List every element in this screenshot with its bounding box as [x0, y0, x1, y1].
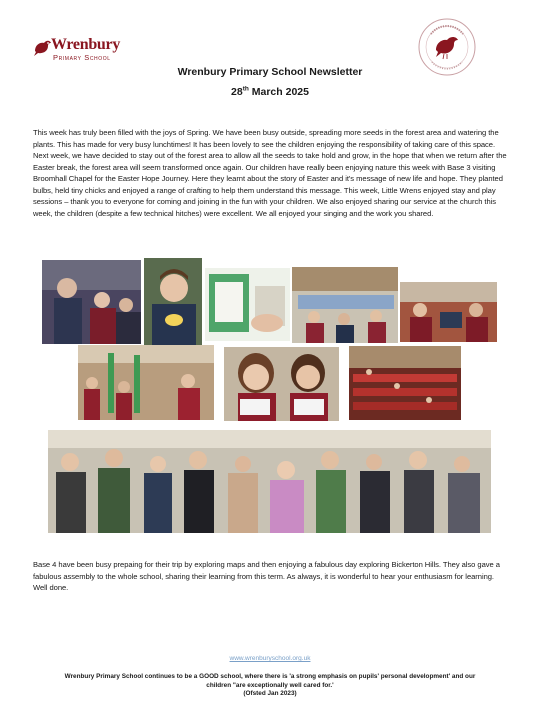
logo-subtitle: Primary School — [53, 53, 111, 62]
date-rest: March 2025 — [248, 86, 309, 98]
school-website-link[interactable]: www.wrenburyschool.org.uk — [229, 655, 311, 662]
ofsted-line-2: children "are exceptionally well cared for.' — [206, 681, 334, 689]
wren-bird-icon — [33, 39, 53, 57]
logo-name: Wrenbury — [51, 36, 121, 53]
date-day: 28 — [231, 86, 243, 98]
photo-two-girls — [224, 347, 339, 421]
photo-child-chick — [144, 258, 202, 345]
photo-classroom — [292, 267, 398, 343]
photo-church-pews — [349, 346, 461, 420]
school-logo — [33, 37, 133, 63]
newsletter-title: Wrenbury Primary School Newsletter — [177, 66, 363, 78]
ofsted-line-3: (Ofsted Jan 2023) — [243, 690, 297, 697]
photo-base4-group — [48, 430, 491, 533]
intro-paragraph: This week has truly been filled with the joys of Spring. We have been busy outside, spreading more seeds in the forest area and watering the plants. This has made for very busy lunchtimes! It has been lovely to see the children enjoying the responsibility of taking care of this space. Next week, we have decided to stay out of the forest area to allow all the seeds to take hold and grow, in the hope that when we return after the Easter break, the forest area will seem transformed once again. Our children have really been enjoying nature this week with Base 3 visiting Broomhall Chapel for the Easter Hope Journey. Here they learnt about the story of Easter and it's message of new life and hope. They planted bulbs, held tiny chicks and enjoyed a range of crafting to help them understand this message. This week, Little Wrens enjoyed stay and play sessions – thank you to everyone for coming and joining in the fun with your children. We also enjoyed sharing our service at the church this week, the children (despite a few technical hitches) were excellent. We all enjoyed your singing and the work you shared. — [33, 128, 507, 218]
base4-paragraph: Base 4 have been busy prepaing for their trip by exploring maps and then enjoying a fabulous day exploring Bickerton Hills. They also gave a fabulous assembly to the whole school, sharing their learning from this term. As always, it is wonderful to hear your enthusiasm for learning. Well done. — [33, 560, 500, 592]
photo-computers — [400, 282, 497, 342]
photo-church-children — [78, 345, 214, 420]
ofsted-line-1: Wrenbury Primary School continues to be a GOOD school, where there is 'a strong emphasis on pupils' personal development' and our — [64, 673, 476, 680]
newsletter-date — [0, 86, 540, 98]
photo-crafting — [205, 268, 290, 341]
photo-chapel-group — [42, 260, 141, 344]
date-suffix: th — [242, 85, 249, 93]
ofsted-quote — [20, 673, 520, 699]
